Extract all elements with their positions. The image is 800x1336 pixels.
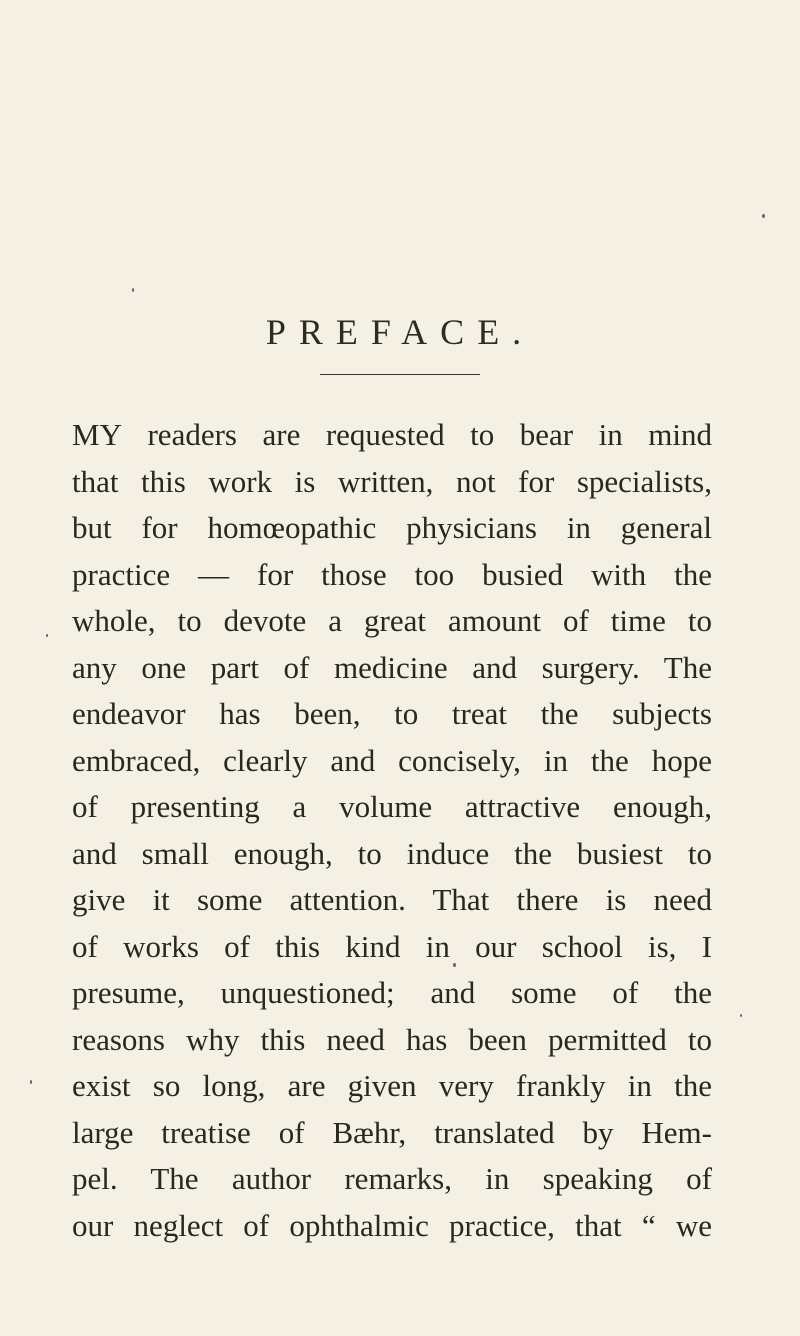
text-line: presume, unquestioned; and some of the	[72, 975, 712, 1010]
text-line: practice — for those too busied with the	[72, 556, 712, 592]
text-line: embraced, clearly and concisely, in the hope	[72, 742, 712, 778]
text-line: endeavor has been, to treat the subjects	[72, 696, 712, 731]
paper-speck	[453, 963, 456, 967]
text-line: reasons why this need has been permitted to	[72, 1021, 712, 1057]
paper-speck	[30, 1080, 32, 1084]
heading-rule	[320, 374, 480, 375]
drop-word-rest: Y	[99, 417, 122, 452]
text-line: and small enough, to induce the busiest to	[72, 835, 712, 871]
text-line: our neglect of ophthalmic practice, that “ we	[72, 1207, 712, 1243]
text-line: pel. The author remarks, in speaking of	[72, 1161, 712, 1196]
first-line-text: readers are requested to bear in mind	[121, 417, 712, 452]
drop-word-initial: M	[72, 417, 100, 452]
text-line: of presenting a volume attractive enough,	[72, 789, 712, 824]
text-line: that this work is written, not for specialists,	[72, 463, 712, 499]
paper-speck	[740, 1014, 742, 1017]
text-line: of works of this kind in our school is, I	[72, 928, 712, 964]
text-line-1	[72, 412, 712, 459]
preface-body	[72, 412, 712, 1249]
text-line: any one part of medicine and surgery. The	[72, 649, 712, 685]
text-line: give it some attention. That there is need	[72, 882, 712, 917]
text-line: exist so long, are given very frankly in the	[72, 1068, 712, 1103]
paper-speck	[132, 288, 134, 292]
text-line: large treatise of Bæhr, translated by Hem-	[72, 1114, 712, 1150]
page-heading: PREFACE.	[265, 312, 535, 352]
paper-speck	[46, 634, 48, 637]
paper-speck	[762, 214, 765, 218]
text-line: whole, to devote a great amount of time to	[72, 603, 712, 638]
text-line: but for homœopathic physicians in general	[72, 510, 712, 545]
